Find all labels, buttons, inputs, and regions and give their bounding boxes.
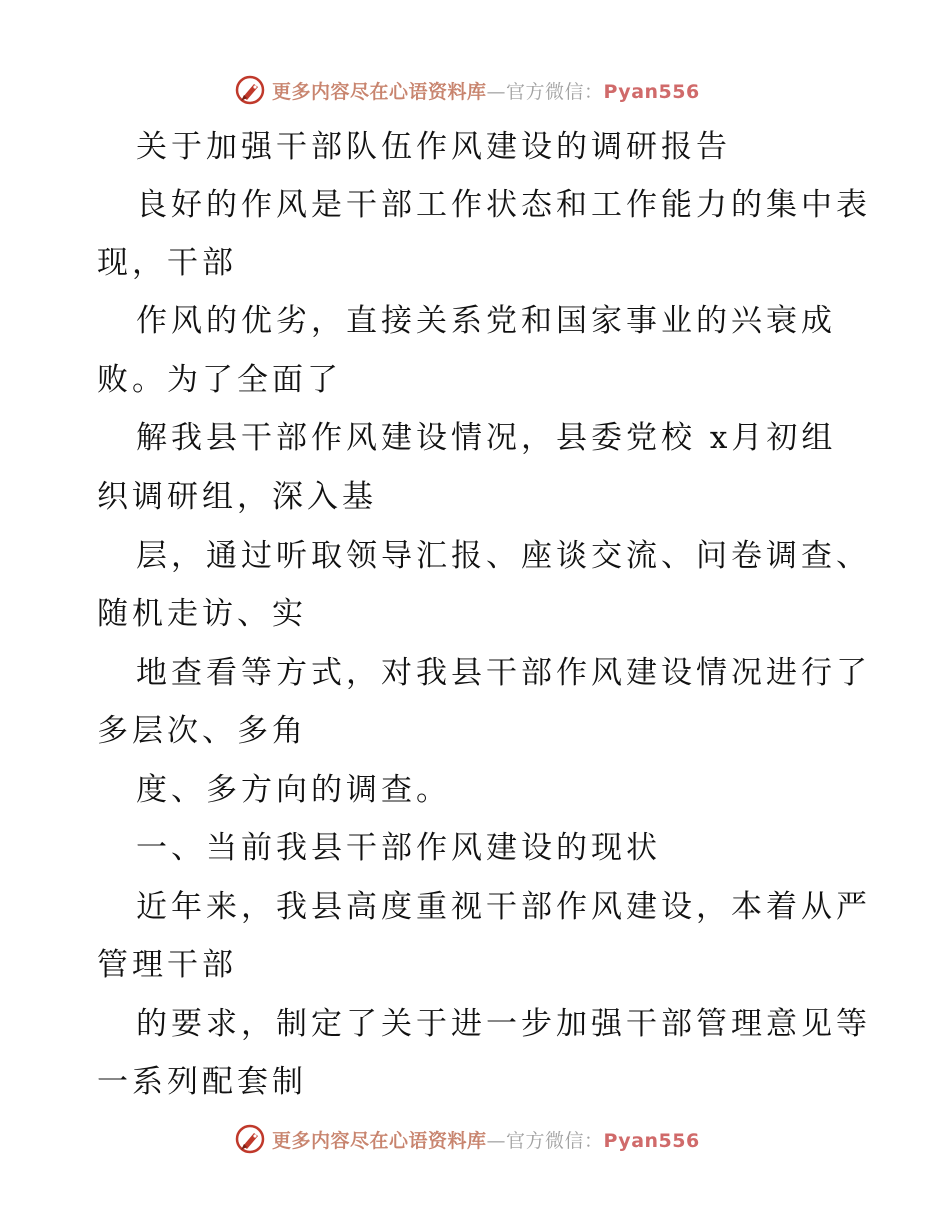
watermark-wechat-id: Pyan556 [603, 1129, 700, 1152]
paragraph-line: 织调研组，深入基 [97, 479, 377, 515]
paragraph-line: 作风的优劣，直接关系党和国家事业的兴衰成 [136, 303, 836, 339]
pen-nib-seal-icon [234, 1123, 266, 1155]
watermark-site: 更多内容尽在心语资料库 [272, 1129, 487, 1152]
paragraph-line: 良好的作风是干部工作状态和工作能力的集中表 [136, 187, 871, 223]
paragraph-line: 败。为了全面了 [97, 362, 342, 398]
paragraph-line: 地查看等方式，对我县干部作风建设情况进行了 [136, 655, 871, 691]
watermark-text [272, 1126, 700, 1153]
paragraph-line: 多层次、多角 [97, 713, 307, 749]
watermark-wechat-label: 官方微信： [506, 1129, 604, 1152]
paragraph-line: 随机走访、实 [97, 596, 307, 632]
watermark-dash: — [486, 80, 507, 103]
watermark-site: 更多内容尽在心语资料库 [272, 80, 487, 103]
watermark-footer [234, 1122, 700, 1156]
paragraph-line: 管理干部 [97, 947, 237, 983]
paragraph-line: 解我县干部作风建设情况，县委党校 x月初组 [136, 420, 837, 456]
section-heading: 一、当前我县干部作风建设的现状 [136, 830, 661, 866]
paragraph-line: 度、多方向的调查。 [136, 772, 451, 808]
paragraph-line: 层，通过听取领导汇报、座谈交流、问卷调查、 [136, 538, 871, 574]
paragraph-line: 一系列配套制 [97, 1064, 307, 1100]
watermark-wechat-id: Pyan556 [603, 80, 700, 103]
paragraph-line: 的要求，制定了关于进一步加强干部管理意见等 [136, 1006, 871, 1042]
document-title: 关于加强干部队伍作风建设的调研报告 [136, 129, 731, 165]
watermark-dash: — [486, 1129, 507, 1152]
paragraph-line: 现，干部 [97, 245, 237, 281]
watermark-wechat-label: 官方微信： [506, 80, 604, 103]
paragraph-line: 近年来，我县高度重视干部作风建设，本着从严 [136, 889, 871, 925]
